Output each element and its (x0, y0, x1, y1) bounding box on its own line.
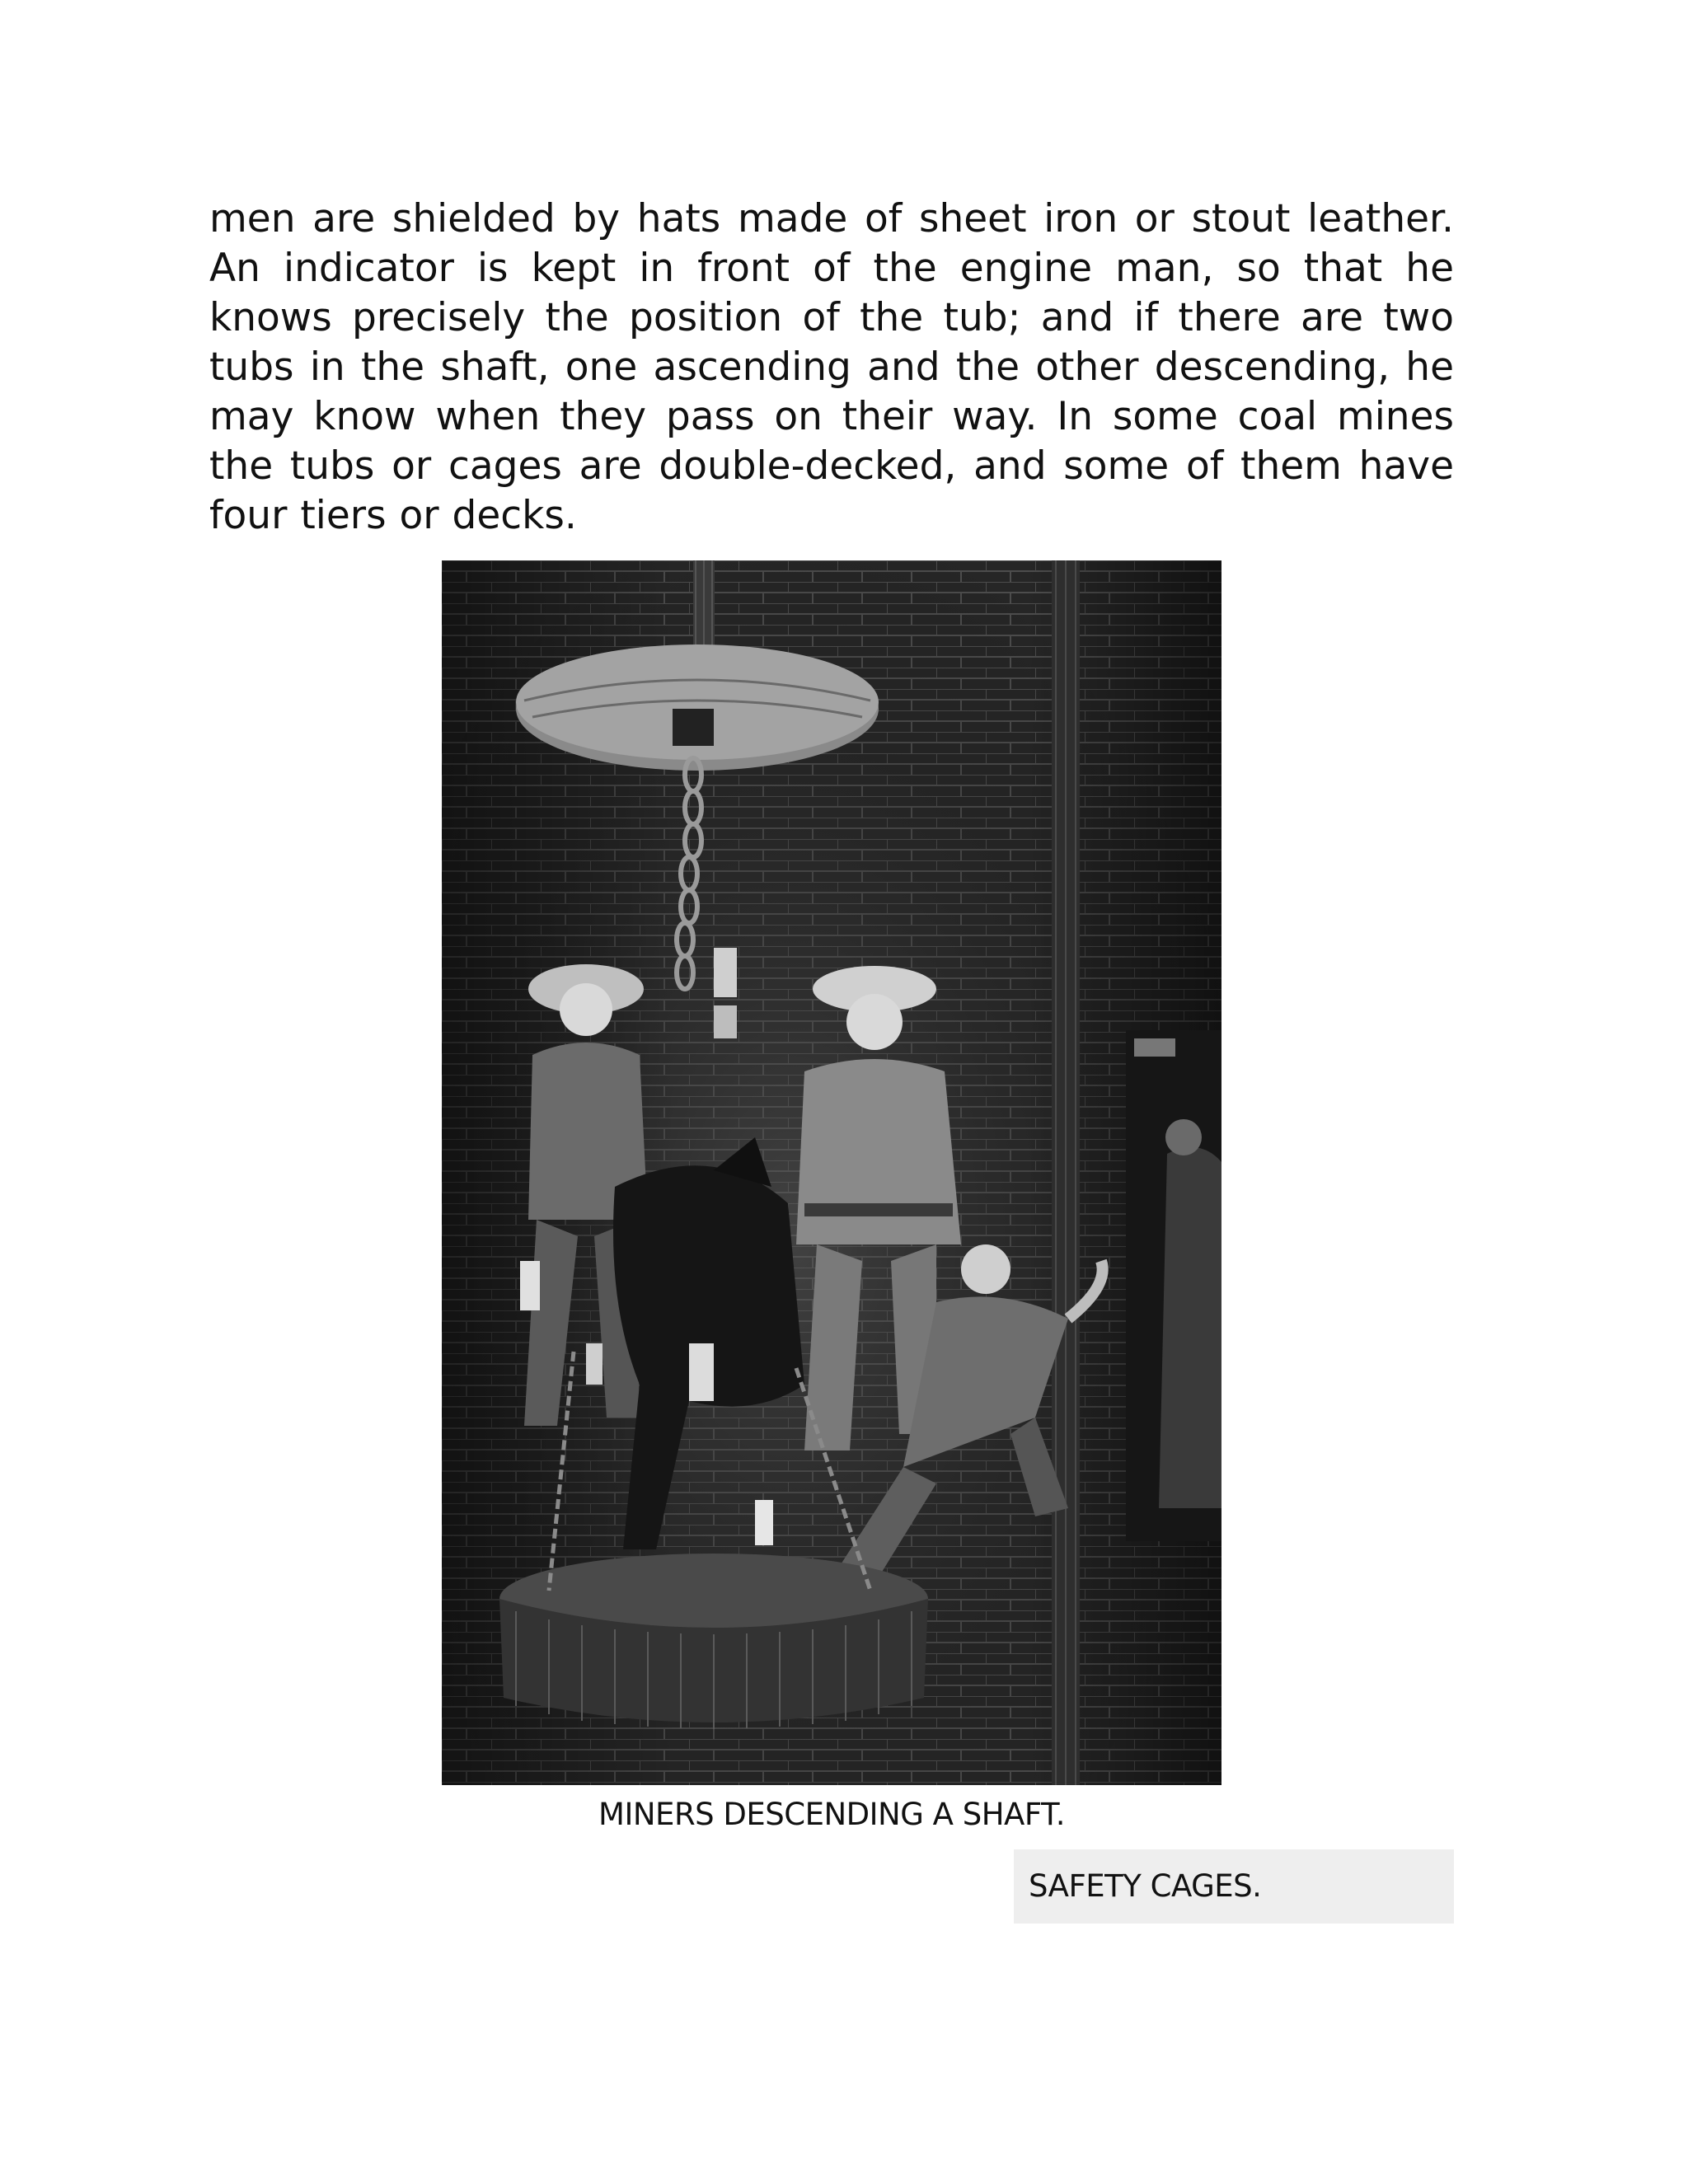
sidebar-caption-box (1014, 1849, 1454, 1924)
sidebar-caption-label: SAFETY CAGES. (1029, 1868, 1262, 1904)
figure-caption: MINERS DESCENDING A SHAFT. (598, 1797, 1065, 1832)
body-paragraph: men are shielded by hats made of sheet iron or stout leather. An indicator is kept in front of the engine man, so that he knows precisely the position of the tub; and if there are two tubs in the shaft, one ascending and the other descending, he may know when they pass on their way. In some coal mines the tubs or cages are double-decked, and some of them have four tiers or decks. (209, 196, 1454, 538)
engraving-miners-descending-shaft (442, 560, 1221, 1785)
